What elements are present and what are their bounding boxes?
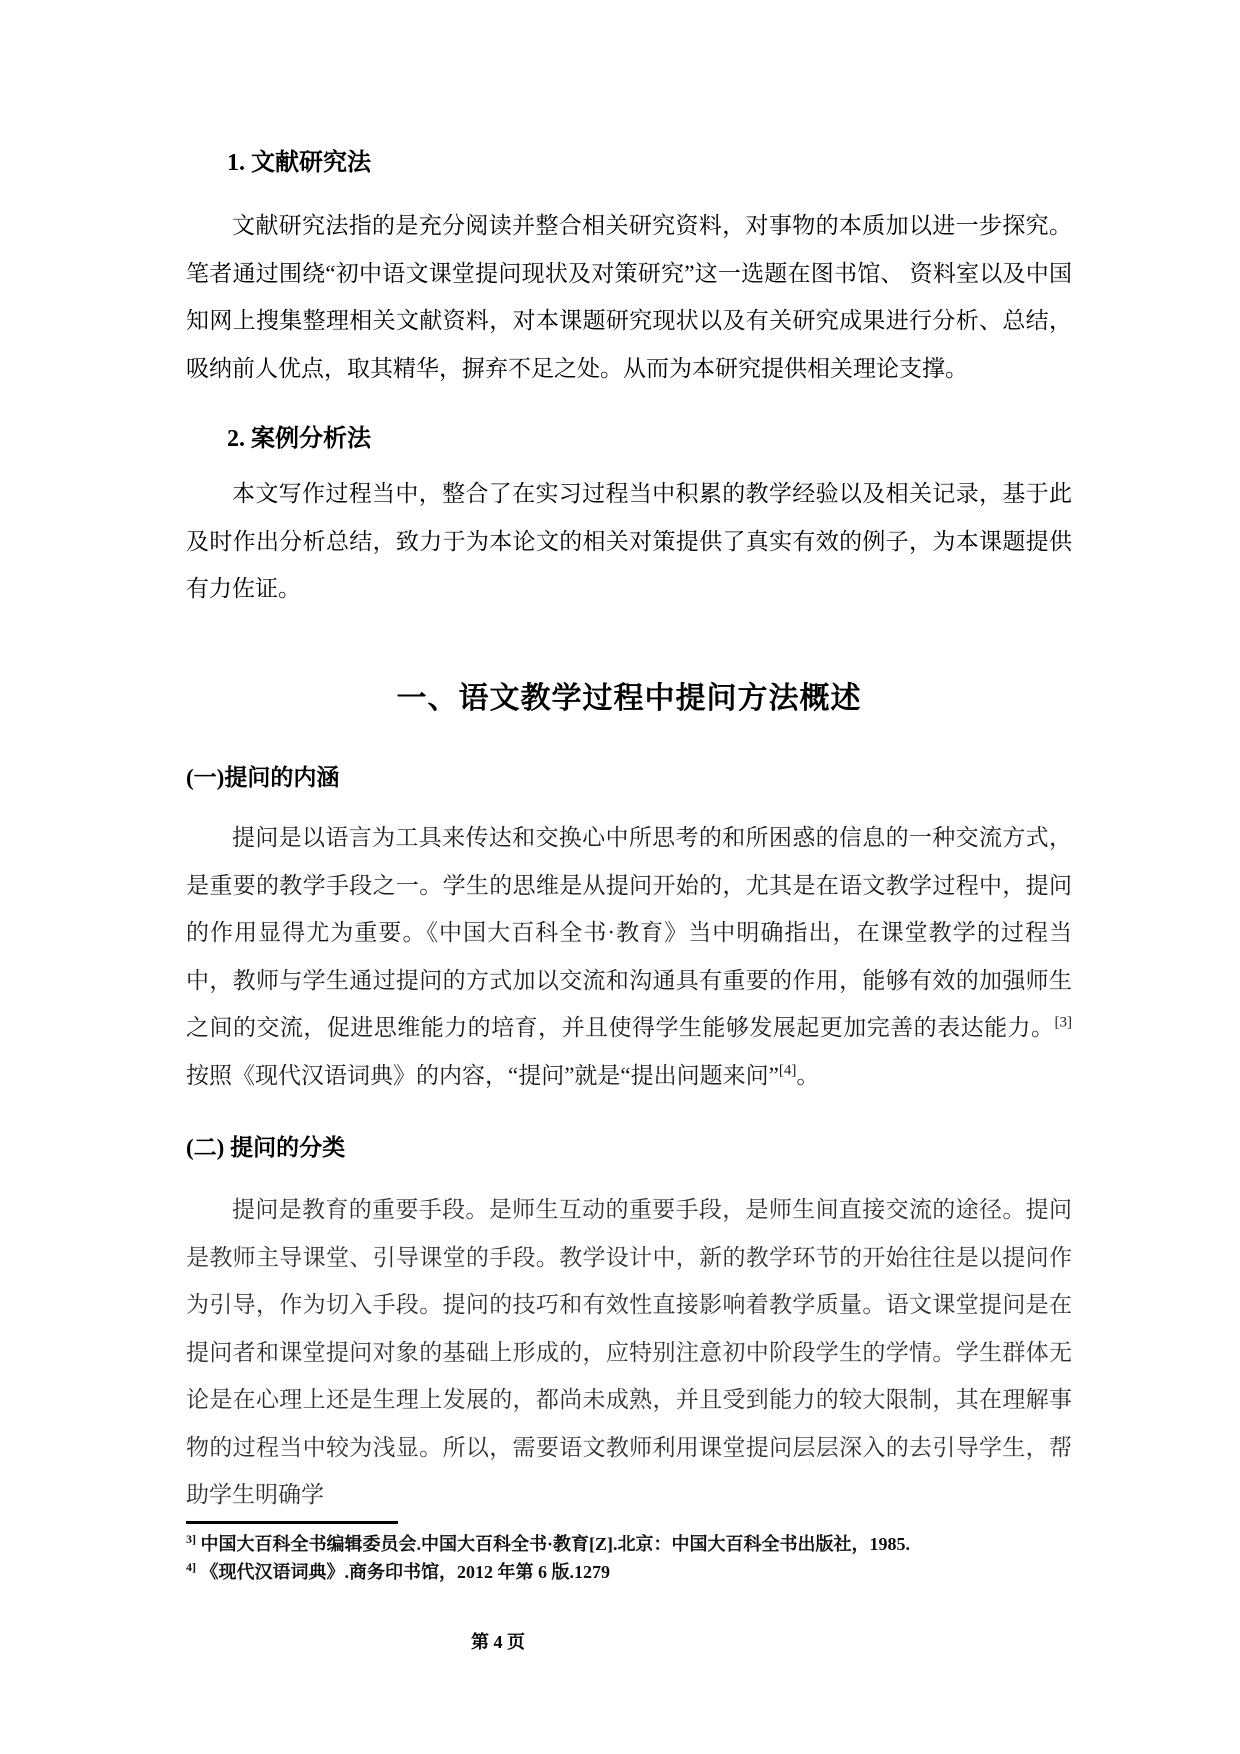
citation-ref-4: [4] [778,1061,797,1078]
footnote-4 [186,1558,1072,1586]
subsection-1-paragraph [186,814,1072,1099]
footnote-separator-line [186,1521,398,1524]
footnote-3-marker: 3] [186,1532,196,1546]
footnote-4-text: 《现代汉语词典》.商务印书馆，2012 年第 6 版.1279 [200,1562,610,1582]
subsection-2-paragraph: 提问是教育的重要手段。是师生互动的重要手段，是师生间直接交流的途径。提问是教师主导课堂、引导课堂的手段。教学设计中，新的教学环节的开始往往是以提问作为引导，作为切入手段。提问的技巧和有效性直接影响着教学质量。语文课堂提问是在提问者和课堂提问对象的基础上形成的，应特别注意初中阶段学生的学情。学生群体无论是在心理上还是生理上发展的，都尚未成熟，并且受到能力的较大限制，其在理解事物的过程当中较为浅显。所以，需要语文教师利用课堂提问层层深入的去引导学生，帮助学生明确学 [186,1197,1072,1507]
chapter-title: 一、语文教学过程中提问方法概述 [396,682,862,715]
footnotes-area [186,1530,1072,1586]
citation-ref-3: [3] [1054,1014,1072,1031]
subsection-1-heading: (一)提问的内涵 [186,765,340,790]
subsection-1-text-part1: 提问是以语言为工具来传达和交换心中所思考的和所困惑的信息的一种交流方式，是重要的教学手段之一。学生的思维是从提问开始的，尤其是在语文教学过程中，提问的作用显得尤为重要。《中国大百科全书·教育》当中明确指出，在课堂教学的过程当中，教师与学生通过提问的方式加以交流和沟通具有重要的作用，能够有效的加强师生之间的交流，促进思维能力的培育，并且使得学生能够发展起更加完善的表达能力。 [186,825,1072,1040]
subsection-1-text-part2: 按照《现代汉语词典》的内容，“提问”就是“提出问题来问” [186,1062,779,1088]
page-number: 第 4 页 [471,1632,525,1652]
footnote-3 [186,1530,1072,1558]
method-1-heading: 1. 文献研究法 [227,150,371,176]
footnote-3-text: 中国大百科全书编辑委员会.中国大百科全书·教育[Z].北京：中国大百科全书出版社，1985. [200,1534,910,1554]
method-2-heading: 2. 案例分析法 [227,426,371,452]
subsection-1-text-part3: 。 [796,1062,820,1088]
subsection-2-heading: (二) 提问的分类 [186,1135,346,1160]
method-2-paragraph: 本文写作过程当中，整合了在实习过程当中积累的教学经验以及相关记录，基于此及时作出分析总结，致力于为本论文的相关对策提供了真实有效的例子，为本课题提供有力佐证。 [186,481,1072,601]
footnote-4-marker: 4] [186,1560,196,1574]
method-1-paragraph: 文献研究法指的是充分阅读并整合相关研究资料，对事物的本质加以进一步探究。笔者通过围绕“初中语文课堂提问现状及对策研究”这一选题在图书馆、 资料室以及中国知网上搜集整理相关文献资料，对本课题研究现状以及有关研究成果进行分析、总结，吸纳前人优点，取其精华，摒弃不足之处。从而为本研究提供相关理论支撑。 [186,213,1072,381]
